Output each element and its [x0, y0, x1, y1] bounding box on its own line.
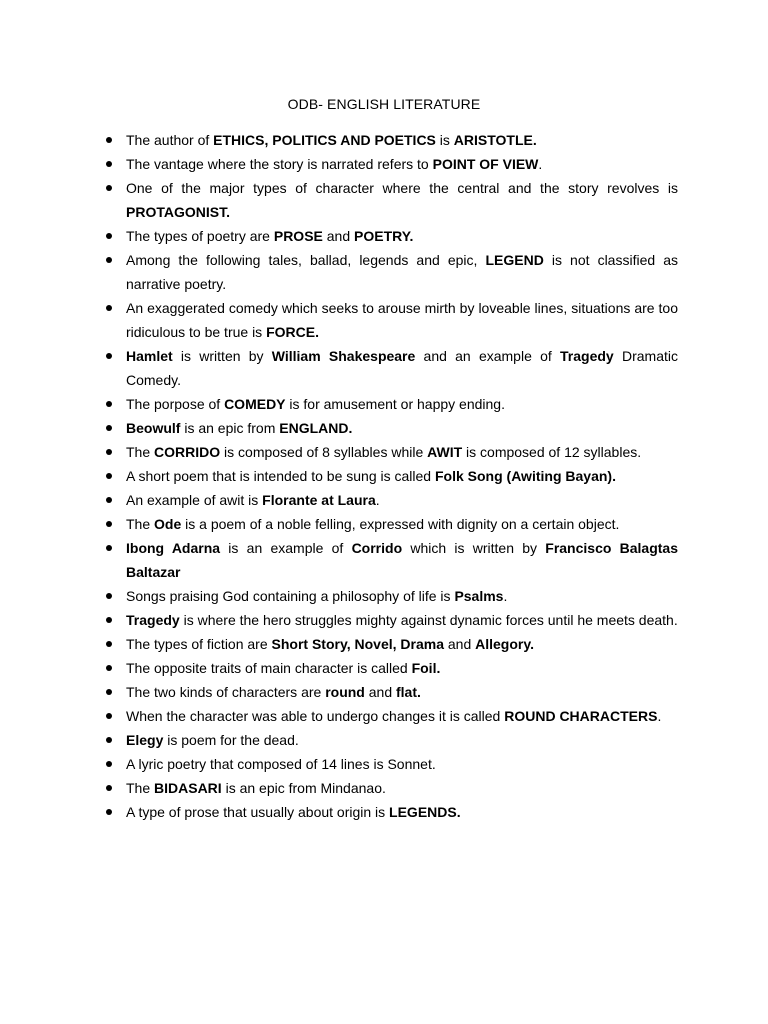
list-item-text — [126, 180, 678, 220]
list-item-text — [126, 684, 421, 700]
bold-text: Florante at Laura — [262, 492, 376, 508]
bold-text: CORRIDO — [154, 444, 221, 460]
list-item-text — [126, 492, 380, 508]
bullet-icon — [106, 257, 112, 263]
list-item-text — [126, 660, 440, 676]
plain-text: is composed of 8 syllables while — [220, 444, 428, 460]
list-item — [0, 608, 678, 632]
bullet-icon — [106, 785, 112, 791]
list-item — [0, 488, 678, 512]
list-item — [0, 536, 678, 584]
list-item — [0, 632, 678, 656]
plain-text: The — [126, 516, 155, 532]
plain-text: is an epic from Mindanao. — [221, 780, 386, 796]
plain-text: When the character was able to undergo changes it is called — [126, 708, 505, 724]
bold-text: Ibong Adarna — [126, 540, 221, 556]
bold-text: PROSE — [273, 228, 323, 244]
plain-text: An example of awit is — [126, 492, 263, 508]
plain-text: . — [375, 492, 380, 508]
bullet-icon — [106, 641, 112, 647]
plain-text: is for amusement or happy ending. — [285, 396, 505, 412]
plain-text: and an example of — [415, 348, 561, 364]
list-item — [0, 752, 678, 776]
list-item-text — [126, 780, 386, 796]
bullet-icon — [106, 185, 112, 191]
plain-text: The author of — [126, 132, 214, 148]
plain-text: which is written by — [402, 540, 546, 556]
plain-text: . — [503, 588, 508, 604]
list-item — [0, 224, 678, 248]
plain-text: and — [364, 684, 396, 700]
plain-text: is written by — [172, 348, 272, 364]
list-item — [0, 344, 678, 392]
bullet-icon — [106, 161, 112, 167]
plain-text: The types of poetry are — [126, 228, 274, 244]
bullet-icon — [106, 761, 112, 767]
bold-text: Foil. — [411, 660, 441, 676]
plain-text: is where the hero struggles mighty against dynamic forces until he meets death. — [179, 612, 678, 628]
bullet-icon — [106, 593, 112, 599]
list-item — [0, 128, 678, 152]
bullet-icon — [106, 497, 112, 503]
bold-text: Tragedy — [560, 348, 614, 364]
list-item-text — [126, 636, 534, 652]
list-item-text — [126, 396, 505, 412]
bold-text: ENGLAND. — [279, 420, 353, 436]
list-item — [0, 464, 678, 488]
list-item-text — [126, 612, 678, 628]
plain-text: is a poem of a noble felling, expressed with dignity on a certain object. — [181, 516, 620, 532]
plain-text: The — [126, 780, 155, 796]
bold-text: Ode — [154, 516, 182, 532]
plain-text: Dramatic Comedy. — [126, 348, 678, 388]
bullet-icon — [106, 713, 112, 719]
list-item-text — [126, 252, 678, 292]
plain-text: and — [322, 228, 355, 244]
list-item-text — [126, 420, 352, 436]
list-item — [0, 776, 678, 800]
plain-text: and — [443, 636, 476, 652]
bullet-icon — [106, 401, 112, 407]
bold-text: PROTAGONIST. — [126, 204, 230, 220]
plain-text: Songs praising God containing a philosophy of life is — [126, 588, 455, 604]
plain-text: The opposite traits of main character is called — [126, 660, 412, 676]
plain-text: is poem for the dead. — [163, 732, 299, 748]
plain-text: is an epic from — [180, 420, 280, 436]
list-item — [0, 152, 678, 176]
document-title: ODB- ENGLISH LITERATURE — [287, 96, 481, 112]
bold-text: Francisco Balagtas Baltazar — [126, 540, 679, 580]
plain-text: is — [435, 132, 454, 148]
bold-text: ETHICS, POLITICS AND POETICS — [213, 132, 436, 148]
list-item — [0, 704, 678, 728]
bold-text: COMEDY — [224, 396, 286, 412]
bold-text: ARISTOTLE. — [453, 132, 537, 148]
list-item — [0, 248, 678, 296]
bold-text: round — [325, 684, 365, 700]
bold-text: Folk Song (Awiting Bayan). — [434, 468, 616, 484]
plain-text: is composed of 12 syllables. — [462, 444, 642, 460]
plain-text: The porpose of — [126, 396, 225, 412]
bold-text: Elegy — [126, 732, 164, 748]
bold-text: BIDASARI — [154, 780, 222, 796]
bullet-icon — [106, 449, 112, 455]
plain-text: The vantage where the story is narrated refers to — [126, 156, 433, 172]
bullet-icon — [106, 521, 112, 527]
list-item — [0, 728, 678, 752]
bullet-icon — [106, 737, 112, 743]
bold-text: Psalms — [454, 588, 504, 604]
plain-text: is not classified as narrative poetry. — [126, 252, 678, 292]
plain-text: An exaggerated comedy which seeks to arouse mirth by loveable lines, situations are too ridiculous to be true is — [126, 300, 678, 340]
plain-text: The — [126, 444, 155, 460]
plain-text: The types of fiction are — [126, 636, 272, 652]
bullet-icon — [106, 617, 112, 623]
bold-text: ROUND CHARACTERS — [504, 708, 658, 724]
bold-text: Tragedy — [126, 612, 180, 628]
bold-text: Hamlet — [126, 348, 173, 364]
list-item-text — [126, 132, 537, 148]
list-item-text — [126, 300, 678, 340]
list-item — [0, 440, 678, 464]
bullet-icon — [106, 137, 112, 143]
bold-text: William Shakespeare — [271, 348, 416, 364]
list-item — [0, 512, 678, 536]
list-item — [0, 800, 678, 824]
list-item — [0, 296, 678, 344]
bold-text: flat. — [396, 684, 421, 700]
bullet-icon — [106, 689, 112, 695]
bold-text: Allegory. — [475, 636, 534, 652]
list-item-text — [126, 540, 678, 580]
plain-text: The two kinds of characters are — [126, 684, 326, 700]
list-item — [0, 584, 678, 608]
list-item — [0, 392, 678, 416]
bold-text: Corrido — [351, 540, 403, 556]
bullet-icon — [106, 233, 112, 239]
list-item-text — [126, 516, 619, 532]
plain-text: A type of prose that usually about origin is — [126, 804, 390, 820]
bullet-list — [0, 128, 768, 824]
bold-text: LEGEND — [485, 252, 544, 268]
bullet-icon — [106, 353, 112, 359]
list-item-text — [126, 156, 542, 172]
list-item-text — [126, 588, 507, 604]
list-item-text — [126, 708, 661, 724]
plain-text: . — [657, 708, 662, 724]
list-item-text — [126, 804, 461, 820]
list-item-text — [126, 228, 413, 244]
bold-text: Short Story, Novel, Drama — [271, 636, 444, 652]
list-item-text — [126, 348, 678, 388]
bullet-icon — [106, 425, 112, 431]
bullet-icon — [106, 473, 112, 479]
plain-text: A short poem that is intended to be sung is called — [126, 468, 435, 484]
list-item-text — [126, 756, 436, 772]
list-item-text — [126, 468, 616, 484]
list-item-text — [126, 732, 299, 748]
list-item — [0, 416, 678, 440]
bold-text: Beowulf — [126, 420, 181, 436]
list-item — [0, 680, 678, 704]
plain-text: . — [538, 156, 543, 172]
bold-text: FORCE. — [266, 324, 319, 340]
bullet-icon — [106, 545, 112, 551]
bold-text: LEGENDS. — [389, 804, 461, 820]
list-item — [0, 656, 678, 680]
bullet-icon — [106, 809, 112, 815]
plain-text: A lyric poetry that composed of 14 lines is Sonnet. — [126, 756, 436, 772]
plain-text: One of the major types of character where the central and the story revolves is — [126, 180, 678, 196]
bold-text: POETRY. — [354, 228, 414, 244]
bullet-icon — [106, 665, 112, 671]
bold-text: POINT OF VIEW — [432, 156, 539, 172]
bullet-icon — [106, 305, 112, 311]
plain-text: is an example of — [220, 540, 352, 556]
list-item — [0, 176, 678, 224]
list-item-text — [126, 444, 641, 460]
plain-text: Among the following tales, ballad, legends and epic, — [126, 252, 486, 268]
bold-text: AWIT — [427, 444, 463, 460]
